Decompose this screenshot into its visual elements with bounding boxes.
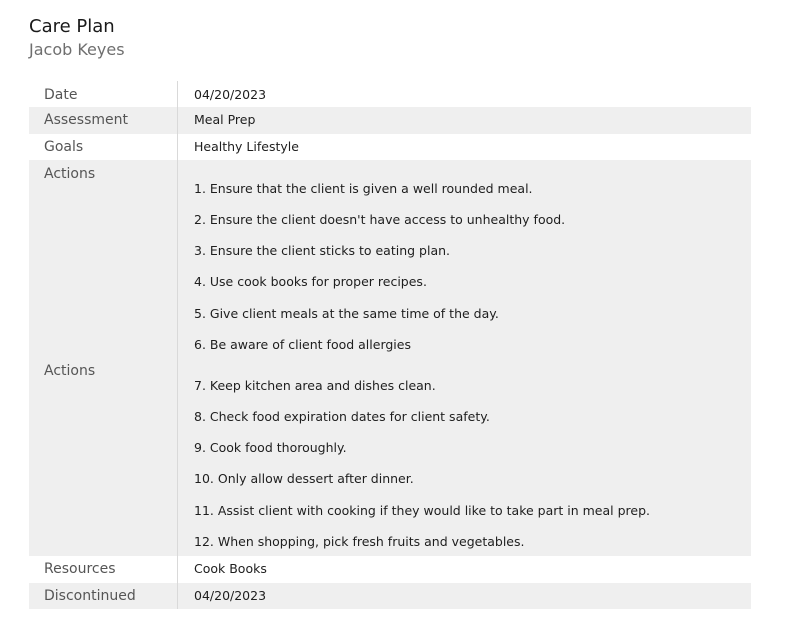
- row-label: [29, 160, 178, 556]
- patient-name: Jacob Keyes: [29, 40, 125, 59]
- row-label: [29, 134, 178, 161]
- care-plan-header: [29, 16, 125, 60]
- list-item: 7. Keep kitchen area and dishes clean.: [194, 378, 436, 393]
- row-value: [178, 160, 751, 556]
- row-label: [29, 556, 178, 583]
- actions-label-mid: Actions: [44, 363, 96, 379]
- page-title: Care Plan: [29, 16, 115, 37]
- list-item: 5. Give client meals at the same time of the day.: [194, 306, 499, 321]
- list-item: 9. Cook food thoroughly.: [194, 440, 347, 455]
- actions-label-top: Actions: [44, 166, 96, 182]
- list-item: 4. Use cook books for proper recipes.: [194, 274, 427, 289]
- date-label: Date: [44, 87, 78, 103]
- list-item: 6. Be aware of client food allergies: [194, 337, 411, 352]
- list-item: 11. Assist client with cooking if they would like to take part in meal prep.: [194, 503, 650, 518]
- row-value: [178, 583, 751, 610]
- row-goals: [29, 134, 751, 161]
- discontinued-value: 04/20/2023: [194, 587, 267, 603]
- row-value: [178, 81, 751, 107]
- resources-value: Cook Books: [194, 561, 267, 576]
- row-assessment: [29, 107, 751, 134]
- discontinued-label: Discontinued: [44, 587, 136, 604]
- assessment-label: Assessment: [44, 112, 128, 128]
- list-item: 1. Ensure that the client is given a well rounded meal.: [194, 181, 533, 196]
- row-value: [178, 107, 751, 134]
- list-item: 12. When shopping, pick fresh fruits and vegetables.: [194, 534, 525, 549]
- goals-label: Goals: [44, 138, 84, 155]
- list-item: 2. Ensure the client doesn't have access to unhealthy food.: [194, 212, 566, 227]
- resources-label: Resources: [44, 561, 116, 577]
- date-value: 04/20/2023: [194, 87, 267, 102]
- row-actions: [29, 160, 751, 556]
- row-value: [178, 134, 751, 161]
- row-value: [178, 556, 751, 583]
- row-label: [29, 107, 178, 134]
- list-item: 8. Check food expiration dates for client safety.: [194, 409, 490, 424]
- row-label: [29, 583, 178, 610]
- row-resources: [29, 556, 751, 583]
- assessment-value: Meal Prep: [194, 112, 256, 127]
- list-item: 10. Only allow dessert after dinner.: [194, 471, 414, 486]
- row-date: [29, 81, 751, 107]
- goals-value: Healthy Lifestyle: [194, 138, 299, 154]
- row-discontinued: [29, 583, 751, 610]
- list-item: 3. Ensure the client sticks to eating plan.: [194, 243, 450, 258]
- row-label: [29, 81, 178, 107]
- care-plan-table: [29, 81, 751, 609]
